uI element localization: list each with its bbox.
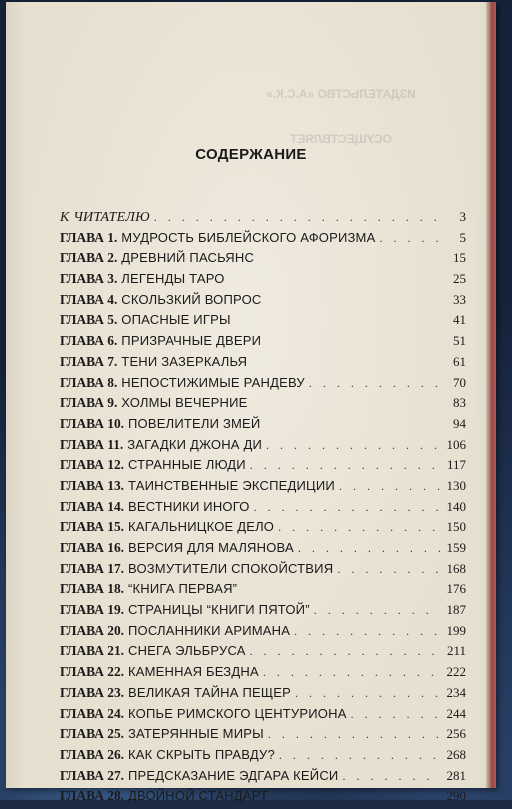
toc-leader-dots	[295, 686, 440, 701]
toc-chapter-title: ПОВЕЛИТЕЛИ ЗМЕЙ	[128, 415, 261, 431]
toc-chapter-number: ГЛАВА 7.	[60, 353, 118, 369]
toc-leader-dots	[263, 665, 440, 680]
toc-chapter-number: ГЛАВА 1.	[60, 229, 118, 245]
toc-entry	[60, 333, 466, 354]
toc-entry	[60, 706, 466, 727]
toc-page-number: 256	[446, 726, 466, 742]
toc-chapter-number: ГЛАВА 28.	[60, 788, 124, 804]
toc-chapter-number: ГЛАВА 10.	[60, 415, 124, 431]
toc-leader-dots	[250, 458, 440, 473]
toc-chapter-title: ВЕРСИЯ ДЛЯ МАЛЯНОВА	[128, 540, 294, 555]
toc-entry	[60, 561, 466, 582]
toc-page-number: 168	[446, 560, 466, 576]
toc-leader-dots	[279, 748, 440, 763]
toc-chapter-number: ГЛАВА 3.	[60, 271, 118, 287]
toc-entry	[60, 478, 466, 499]
toc-page-number: 61	[453, 353, 466, 369]
toc-leader-dots	[298, 541, 440, 556]
toc-entry	[60, 416, 466, 437]
toc-leader-dots	[379, 231, 440, 246]
toc-page-number: 187	[446, 602, 466, 618]
toc-page-number: 5	[459, 229, 466, 245]
toc-chapter-title: КАК СКРЫТЬ ПРАВДУ?	[128, 746, 275, 762]
toc-chapter-title: “КНИГА ПЕРВАЯ”	[128, 581, 238, 597]
toc-entry	[60, 623, 466, 644]
toc-page-number: 150	[446, 519, 466, 535]
page-edge	[486, 2, 496, 788]
toc-chapter-title: ЛЕГЕНДЫ ТАРО	[121, 271, 225, 287]
toc-page-number: 234	[446, 684, 466, 700]
toc-leader-dots	[309, 376, 440, 391]
toc-entry	[60, 768, 466, 789]
toc-chapter-number: ГЛАВА 13.	[60, 477, 124, 493]
toc-chapter-title: СТРАНИЦЫ “КНИГИ ПЯТОЙ”	[128, 602, 310, 618]
toc-chapter-title: ХОЛМЫ ВЕЧЕРНИЕ	[121, 395, 248, 411]
toc-chapter-number: ГЛАВА 26.	[60, 746, 124, 762]
toc-leader-dots	[266, 438, 440, 453]
toc-leader-dots	[342, 769, 440, 784]
show-through-line: ИЗДАТЕЛЬСТВО «А.С.К.»	[266, 87, 416, 101]
toc-chapter-number: ГЛАВА 18.	[60, 581, 124, 597]
toc-entry	[60, 271, 466, 292]
toc-entry	[60, 375, 466, 396]
toc-leader-dots	[339, 479, 440, 494]
toc-chapter-title: ЗАГАДКИ ДЖОНА ДИ	[127, 436, 263, 452]
toc-entry	[60, 602, 466, 623]
toc-chapter-number: ГЛАВА 2.	[60, 250, 118, 266]
table-of-contents	[60, 209, 466, 809]
toc-entry	[60, 457, 466, 478]
toc-chapter-number: ГЛАВА 15.	[60, 519, 124, 535]
toc-entry	[60, 499, 466, 520]
book-page	[6, 2, 496, 804]
toc-page-number: 83	[453, 395, 466, 411]
toc-chapter-title: ПОСЛАННИКИ АРИМАНА	[128, 622, 291, 638]
toc-entry	[60, 581, 466, 602]
toc-page-number: 222	[446, 664, 466, 680]
toc-chapter-number: ГЛАВА 14.	[60, 498, 124, 514]
toc-entry	[60, 664, 466, 685]
toc-page-number: 290	[446, 788, 466, 804]
page-title: СОДЕРЖАНИЕ	[195, 146, 307, 163]
toc-chapter-title: ДВОЙНОЙ СТАНДАРТ	[128, 788, 269, 804]
toc-chapter-title: ВОЗМУТИТЕЛИ СПОКОЙСТВИЯ	[128, 560, 334, 576]
toc-leader-dots	[314, 603, 440, 618]
toc-chapter-number: ГЛАВА 6.	[60, 333, 118, 349]
toc-entry	[60, 209, 466, 230]
toc-chapter-title: ТЕНИ ЗАЗЕРКАЛЬЯ	[121, 353, 248, 369]
toc-page-number: 176	[446, 581, 466, 597]
toc-page-number: 268	[446, 746, 466, 762]
toc-chapter-title: КОПЬЕ РИМСКОГО ЦЕНТУРИОНА	[128, 705, 347, 721]
toc-chapter-title: СКОЛЬЗКИЙ ВОПРОС	[121, 291, 262, 307]
toc-leader-dots	[254, 500, 440, 515]
toc-chapter-title: К ЧИТАТЕЛЮ	[60, 210, 150, 225]
toc-chapter-title: СНЕГА ЭЛЬБРУСА	[128, 643, 246, 659]
toc-chapter-number: ГЛАВА 5.	[60, 312, 118, 328]
toc-page-number: 25	[453, 271, 466, 287]
toc-page-number: 33	[453, 291, 466, 307]
toc-chapter-number: ГЛАВА 19.	[60, 602, 124, 618]
toc-page-number: 70	[453, 374, 466, 390]
toc-page-number: 211	[446, 643, 466, 659]
toc-entry	[60, 540, 466, 561]
toc-page-number: 15	[453, 250, 466, 266]
toc-chapter-number: ГЛАВА 12.	[60, 457, 124, 473]
toc-chapter-title: НЕПОСТИЖИМЫЕ РАНДЕВУ	[121, 374, 305, 390]
toc-entry	[60, 685, 466, 706]
toc-entry	[60, 747, 466, 768]
toc-chapter-number: ГЛАВА 25.	[60, 726, 124, 742]
toc-chapter-number: ГЛАВА 9.	[60, 395, 118, 411]
toc-chapter-title: ВЕСТНИКИ ИНОГО	[128, 498, 250, 514]
toc-page-number: 106	[446, 436, 466, 452]
toc-chapter-number: ГЛАВА 8.	[60, 374, 118, 390]
toc-page-number: 94	[453, 415, 466, 431]
toc-entry	[60, 292, 466, 313]
show-through-line: ОСУЩЕСТВЛЯЕТ	[290, 132, 392, 146]
toc-entry	[60, 437, 466, 458]
toc-chapter-number: ГЛАВА 23.	[60, 684, 124, 700]
toc-page-number: 41	[453, 312, 466, 328]
toc-entry	[60, 395, 466, 416]
toc-page-number: 244	[446, 705, 466, 721]
toc-chapter-title: КАМЕННАЯ БЕЗДНА	[128, 664, 259, 680]
toc-entry	[60, 788, 466, 809]
toc-chapter-title: ДРЕВНИЙ ПАСЬЯНС	[121, 250, 255, 266]
toc-page-number: 3	[459, 209, 466, 224]
toc-entry	[60, 250, 466, 271]
toc-page-number: 281	[446, 767, 466, 783]
toc-chapter-title: ПРЕДСКАЗАНИЕ ЭДГАРА КЕЙСИ	[128, 767, 339, 783]
toc-page-number: 199	[446, 622, 466, 638]
toc-chapter-title: ЗАТЕРЯННЫЕ МИРЫ	[128, 726, 264, 742]
toc-chapter-number: ГЛАВА 22.	[60, 664, 124, 680]
toc-chapter-title: ТАИНСТВЕННЫЕ ЭКСПЕДИЦИИ	[128, 477, 335, 493]
toc-leader-dots	[272, 789, 440, 804]
toc-entry	[60, 354, 466, 375]
toc-chapter-number: ГЛАВА 11.	[60, 436, 124, 452]
toc-chapter-number: ГЛАВА 4.	[60, 291, 118, 307]
toc-page-number: 51	[453, 333, 466, 349]
toc-chapter-number: ГЛАВА 20.	[60, 622, 124, 638]
toc-leader-dots	[250, 644, 440, 659]
toc-entry	[60, 726, 466, 747]
toc-entry	[60, 230, 466, 251]
toc-entry	[60, 643, 466, 664]
toc-chapter-title: ОПАСНЫЕ ИГРЫ	[121, 312, 231, 328]
toc-chapter-number: ГЛАВА 17.	[60, 560, 124, 576]
toc-page-number: 117	[446, 457, 466, 473]
toc-page-number: 140	[446, 498, 466, 514]
toc-leader-dots	[294, 624, 440, 639]
toc-chapter-title: ВЕЛИКАЯ ТАЙНА ПЕЩЕР	[128, 684, 291, 700]
toc-entry	[60, 312, 466, 333]
toc-page-number: 159	[446, 540, 466, 555]
toc-leader-dots	[154, 210, 440, 225]
toc-chapter-number: ГЛАВА 27.	[60, 767, 124, 783]
toc-chapter-number: ГЛАВА 24.	[60, 705, 124, 721]
toc-leader-dots	[268, 727, 440, 742]
toc-chapter-title: КАГАЛЬНИЦКОЕ ДЕЛО	[128, 519, 275, 535]
toc-page-number: 130	[446, 477, 466, 493]
toc-leader-dots	[351, 707, 440, 722]
toc-chapter-number: ГЛАВА 21.	[60, 643, 124, 659]
toc-entry	[60, 519, 466, 540]
toc-leader-dots	[337, 562, 440, 577]
toc-chapter-title: СТРАННЫЕ ЛЮДИ	[128, 457, 246, 473]
toc-chapter-title: ПРИЗРАЧНЫЕ ДВЕРИ	[121, 333, 262, 349]
toc-chapter-number: ГЛАВА 16.	[60, 540, 124, 555]
toc-chapter-title: МУДРОСТЬ БИБЛЕЙСКОГО АФОРИЗМА	[121, 229, 376, 245]
toc-leader-dots	[278, 520, 440, 535]
